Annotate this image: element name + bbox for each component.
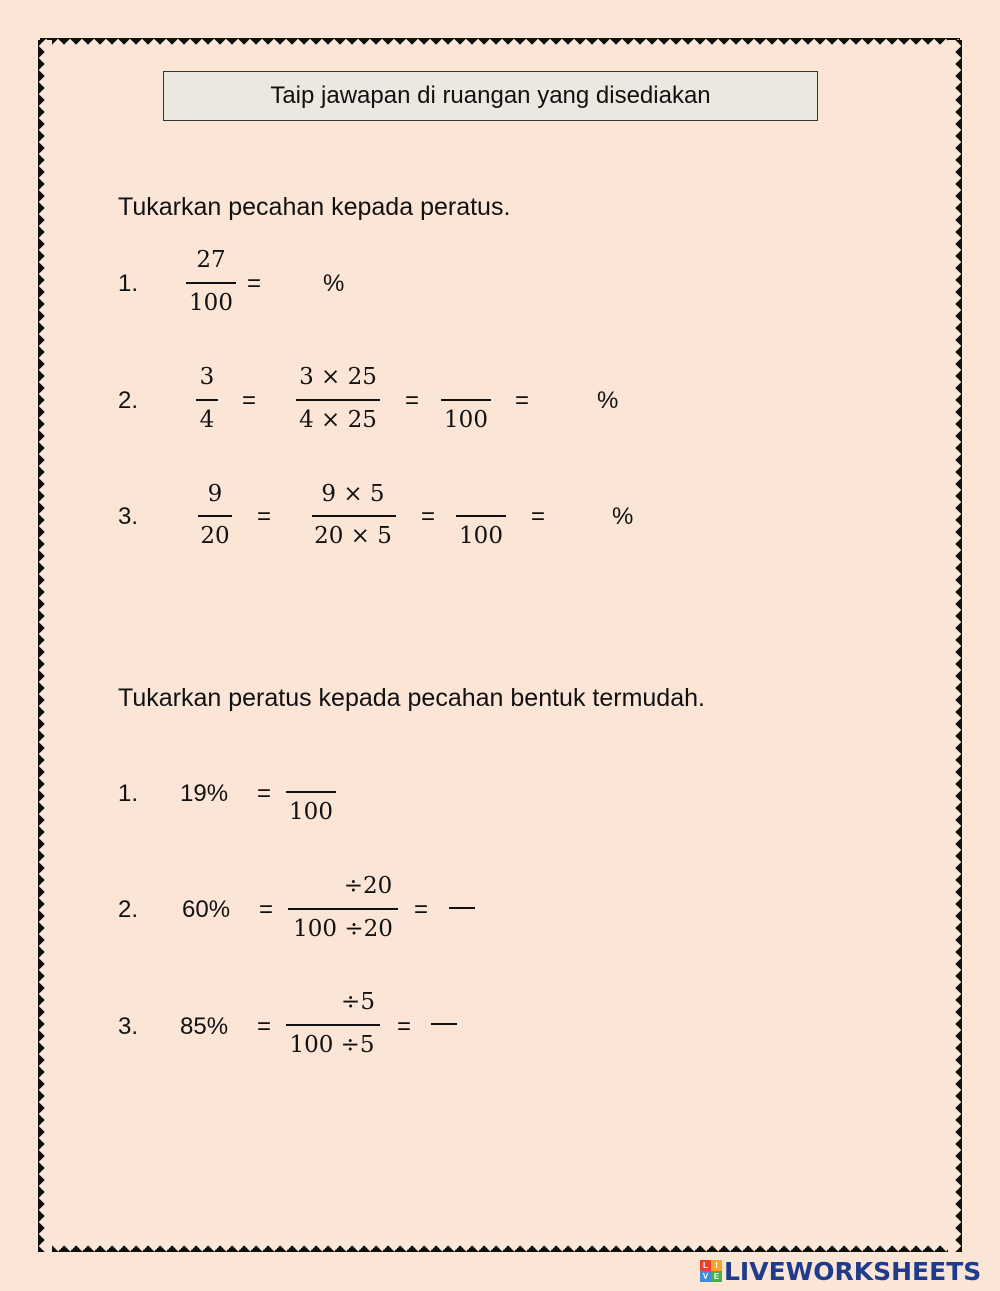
s1-q1-fraction-bar — [186, 282, 236, 284]
section2-heading: Tukarkan peratus kepada pecahan bentuk termudah. — [118, 684, 705, 712]
s1-q2-percent-sign: % — [597, 387, 619, 414]
s2-q3-equals-1: = — [257, 1013, 272, 1040]
s1-q3-mult-denominator: 20 × 5 — [314, 523, 392, 549]
sawtooth-border-right — [948, 40, 962, 1252]
s2-q2-equals-2: = — [414, 896, 429, 923]
s2-q3-simplified-bar — [431, 1023, 457, 1025]
s2-q2-simplified-numerator-input[interactable] — [448, 874, 476, 904]
s1-q3-numerator: 9 — [207, 481, 223, 507]
liveworksheets-logo — [700, 1256, 981, 1286]
s2-q3-number: 3. — [118, 1013, 139, 1040]
s1-q1-denominator: 100 — [189, 290, 233, 316]
s1-q2-equals-1: = — [242, 387, 257, 414]
s2-q2-number: 2. — [118, 896, 139, 923]
s1-q3-mult-bar — [312, 515, 396, 517]
s1-q2-mult-bar — [296, 399, 380, 401]
s1-q3-number: 3. — [118, 503, 139, 530]
s2-q3-equals-2: = — [397, 1013, 412, 1040]
logo-mark-letter-i: I — [711, 1260, 722, 1271]
sawtooth-border-bottom — [40, 1238, 960, 1252]
instruction-text: Taip jawapan di ruangan yang disediakan — [270, 82, 711, 109]
s2-q1-equals: = — [257, 780, 272, 807]
s2-q3-divide-bar — [286, 1024, 380, 1026]
logo-mark-letter-l: L — [700, 1260, 711, 1271]
s1-q3-percent-sign: % — [612, 503, 634, 530]
instruction-banner — [163, 71, 818, 121]
logo-text: LIVEWORKSHEETS — [724, 1256, 982, 1286]
s2-q2-divide-bar — [288, 908, 398, 910]
s1-q1-numerator: 27 — [196, 247, 226, 273]
s2-q3-simplified-denominator-input[interactable] — [430, 1028, 458, 1058]
s2-q2-numerator-input[interactable] — [290, 874, 338, 904]
s1-q2-number: 2. — [118, 387, 139, 414]
s1-q3-result-bar — [456, 515, 506, 517]
logo-mark-letter-v: V — [700, 1271, 711, 1282]
s2-q3-numerator-input[interactable] — [290, 990, 336, 1020]
s2-q2-equals-1: = — [259, 896, 274, 923]
s2-q3-percent: 85% — [180, 1013, 229, 1040]
s1-q3-numerator-input[interactable] — [456, 481, 506, 513]
logo-mark-icon — [700, 1260, 722, 1282]
s1-q2-result-denominator: 100 — [444, 407, 488, 433]
s2-q1-numerator-input[interactable] — [286, 757, 336, 789]
s1-q3-equals-2: = — [421, 503, 436, 530]
s1-q1-percent-sign: % — [323, 270, 345, 297]
s2-q3-simplified-numerator-input[interactable] — [430, 990, 458, 1020]
s2-q3-divide-numerator: ÷5 — [341, 989, 375, 1015]
s1-q2-result-bar — [441, 399, 491, 401]
s1-q2-equals-3: = — [515, 387, 530, 414]
s1-q3-denominator: 20 — [200, 523, 230, 549]
s1-q2-fraction-bar — [196, 399, 218, 401]
s1-q3-fraction-bar — [198, 515, 232, 517]
s2-q2-simplified-denominator-input[interactable] — [448, 912, 476, 942]
section1-heading: Tukarkan pecahan kepada peratus. — [118, 193, 511, 221]
s1-q2-numerator: 3 — [199, 364, 215, 390]
s2-q2-simplified-bar — [449, 907, 475, 909]
s1-q3-equals-3: = — [531, 503, 546, 530]
s2-q1-number: 1. — [118, 780, 139, 807]
logo-mark-letter-e: E — [711, 1271, 722, 1282]
s2-q1-fraction-bar — [286, 791, 336, 793]
s2-q2-percent: 60% — [182, 896, 231, 923]
sawtooth-border-left — [38, 40, 52, 1252]
s1-q2-mult-numerator: 3 × 25 — [299, 364, 377, 390]
s2-q1-percent: 19% — [180, 780, 229, 807]
s1-q3-result-denominator: 100 — [459, 523, 503, 549]
s1-q3-percent-input[interactable] — [556, 501, 612, 531]
s1-q1-answer-input[interactable] — [270, 268, 320, 298]
s2-q2-divide-denominator: 100 ÷20 — [293, 916, 393, 942]
s1-q2-percent-input[interactable] — [540, 385, 596, 415]
sawtooth-border-top — [40, 38, 960, 52]
s1-q3-equals-1: = — [257, 503, 272, 530]
s1-q2-numerator-input[interactable] — [441, 364, 491, 396]
s1-q3-mult-numerator: 9 × 5 — [321, 481, 385, 507]
s1-q2-denominator: 4 — [199, 407, 215, 433]
s2-q3-divide-denominator: 100 ÷5 — [289, 1032, 375, 1058]
s1-q2-equals-2: = — [405, 387, 420, 414]
s1-q1-number: 1. — [118, 270, 139, 297]
s1-q2-mult-denominator: 4 × 25 — [299, 407, 377, 433]
s1-q1-equals: = — [247, 270, 262, 297]
s2-q1-denominator: 100 — [289, 799, 333, 825]
s2-q2-divide-numerator: ÷20 — [343, 873, 393, 899]
